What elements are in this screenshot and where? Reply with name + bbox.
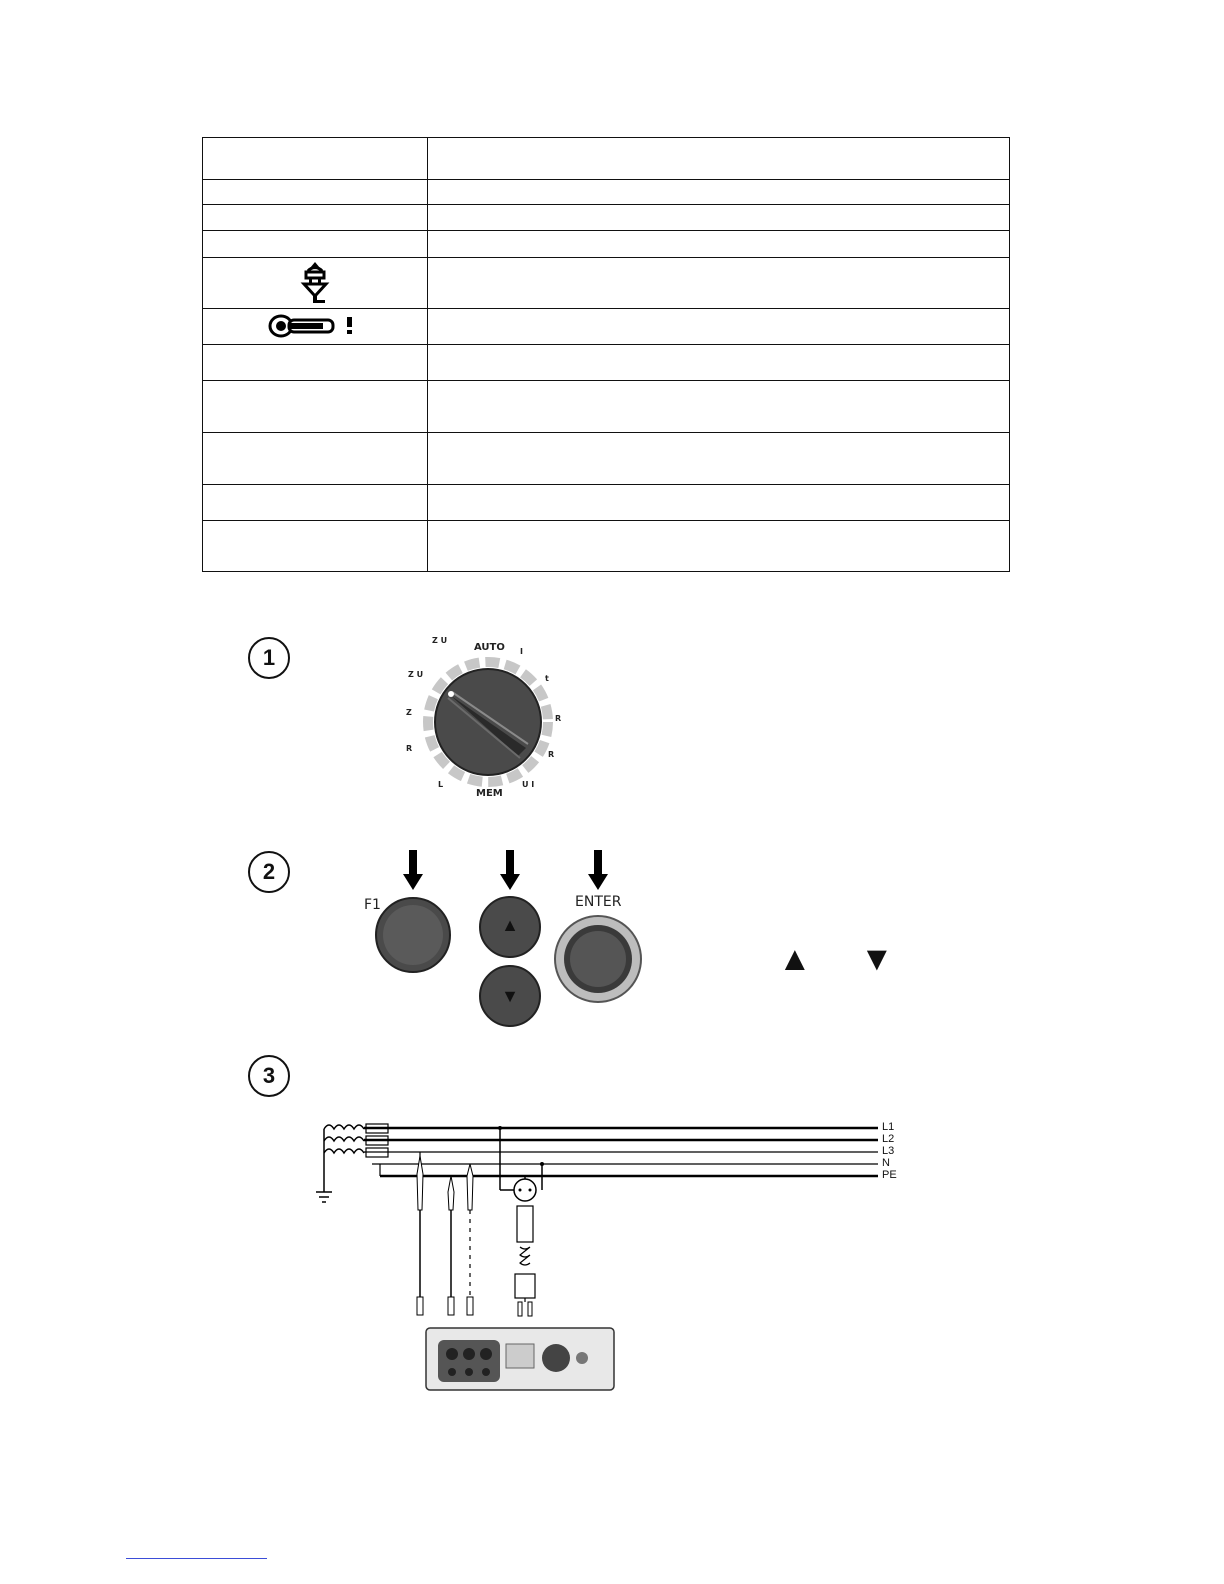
table-row-text [429,204,1009,230]
dial-label-auto: AUTO [474,642,505,653]
plug-rotate-icon [203,257,427,308]
enter-button[interactable] [558,919,638,999]
enter-label: ENTER [575,894,622,910]
table-row-text [429,520,1009,572]
dial-label-rcd-t: t [545,674,549,683]
step-badge-3: 3 [248,1055,290,1097]
dial-label-riso: R [548,750,555,759]
dial-label-zs: Z [406,708,412,717]
table-row-text [429,484,1009,520]
table-column-divider [427,138,428,571]
dial-label-phase: L [438,780,444,789]
up-button[interactable]: ▲ [501,914,519,935]
temperature-probe-warning-icon [203,308,427,344]
down-button[interactable]: ▼ [501,985,519,1006]
table-row-text [429,344,1009,380]
dial-label-rlow: R [406,744,413,753]
message-table [202,137,1010,572]
down-arrow-glyph: ▼ [860,940,894,978]
line-label-n: N [882,1157,890,1169]
line-label-l2: L2 [882,1133,895,1145]
f1-button[interactable] [378,898,448,968]
table-row-text [429,432,1009,484]
table-row-text [429,138,1009,179]
dial-label-mem: MEM [476,788,503,799]
dial-label-re: R [555,714,562,723]
table-row-text [429,308,1009,344]
table-row-text [429,230,1009,257]
table-row-text [429,257,1009,308]
wiring-diagram [310,1112,910,1402]
dial-label-power: U I [522,780,535,789]
table-row-text [429,179,1009,204]
table-row-text [429,380,1009,432]
footer-link-underline[interactable] [126,1558,267,1559]
dial-label-loop: Z U [432,636,448,645]
line-label-l3: L3 [882,1145,895,1157]
f1-label: F1 [364,897,381,913]
step-badge-2: 2 [248,851,290,893]
dial-label-zln: Z U [408,670,424,679]
rotary-function-dial[interactable] [400,632,560,802]
up-arrow-glyph: ▲ [778,940,812,978]
step-badge-1: 1 [248,637,290,679]
dial-label-rcd-ia: I [520,647,523,656]
line-label-pe: PE [882,1169,897,1181]
line-label-l1: L1 [882,1121,895,1133]
